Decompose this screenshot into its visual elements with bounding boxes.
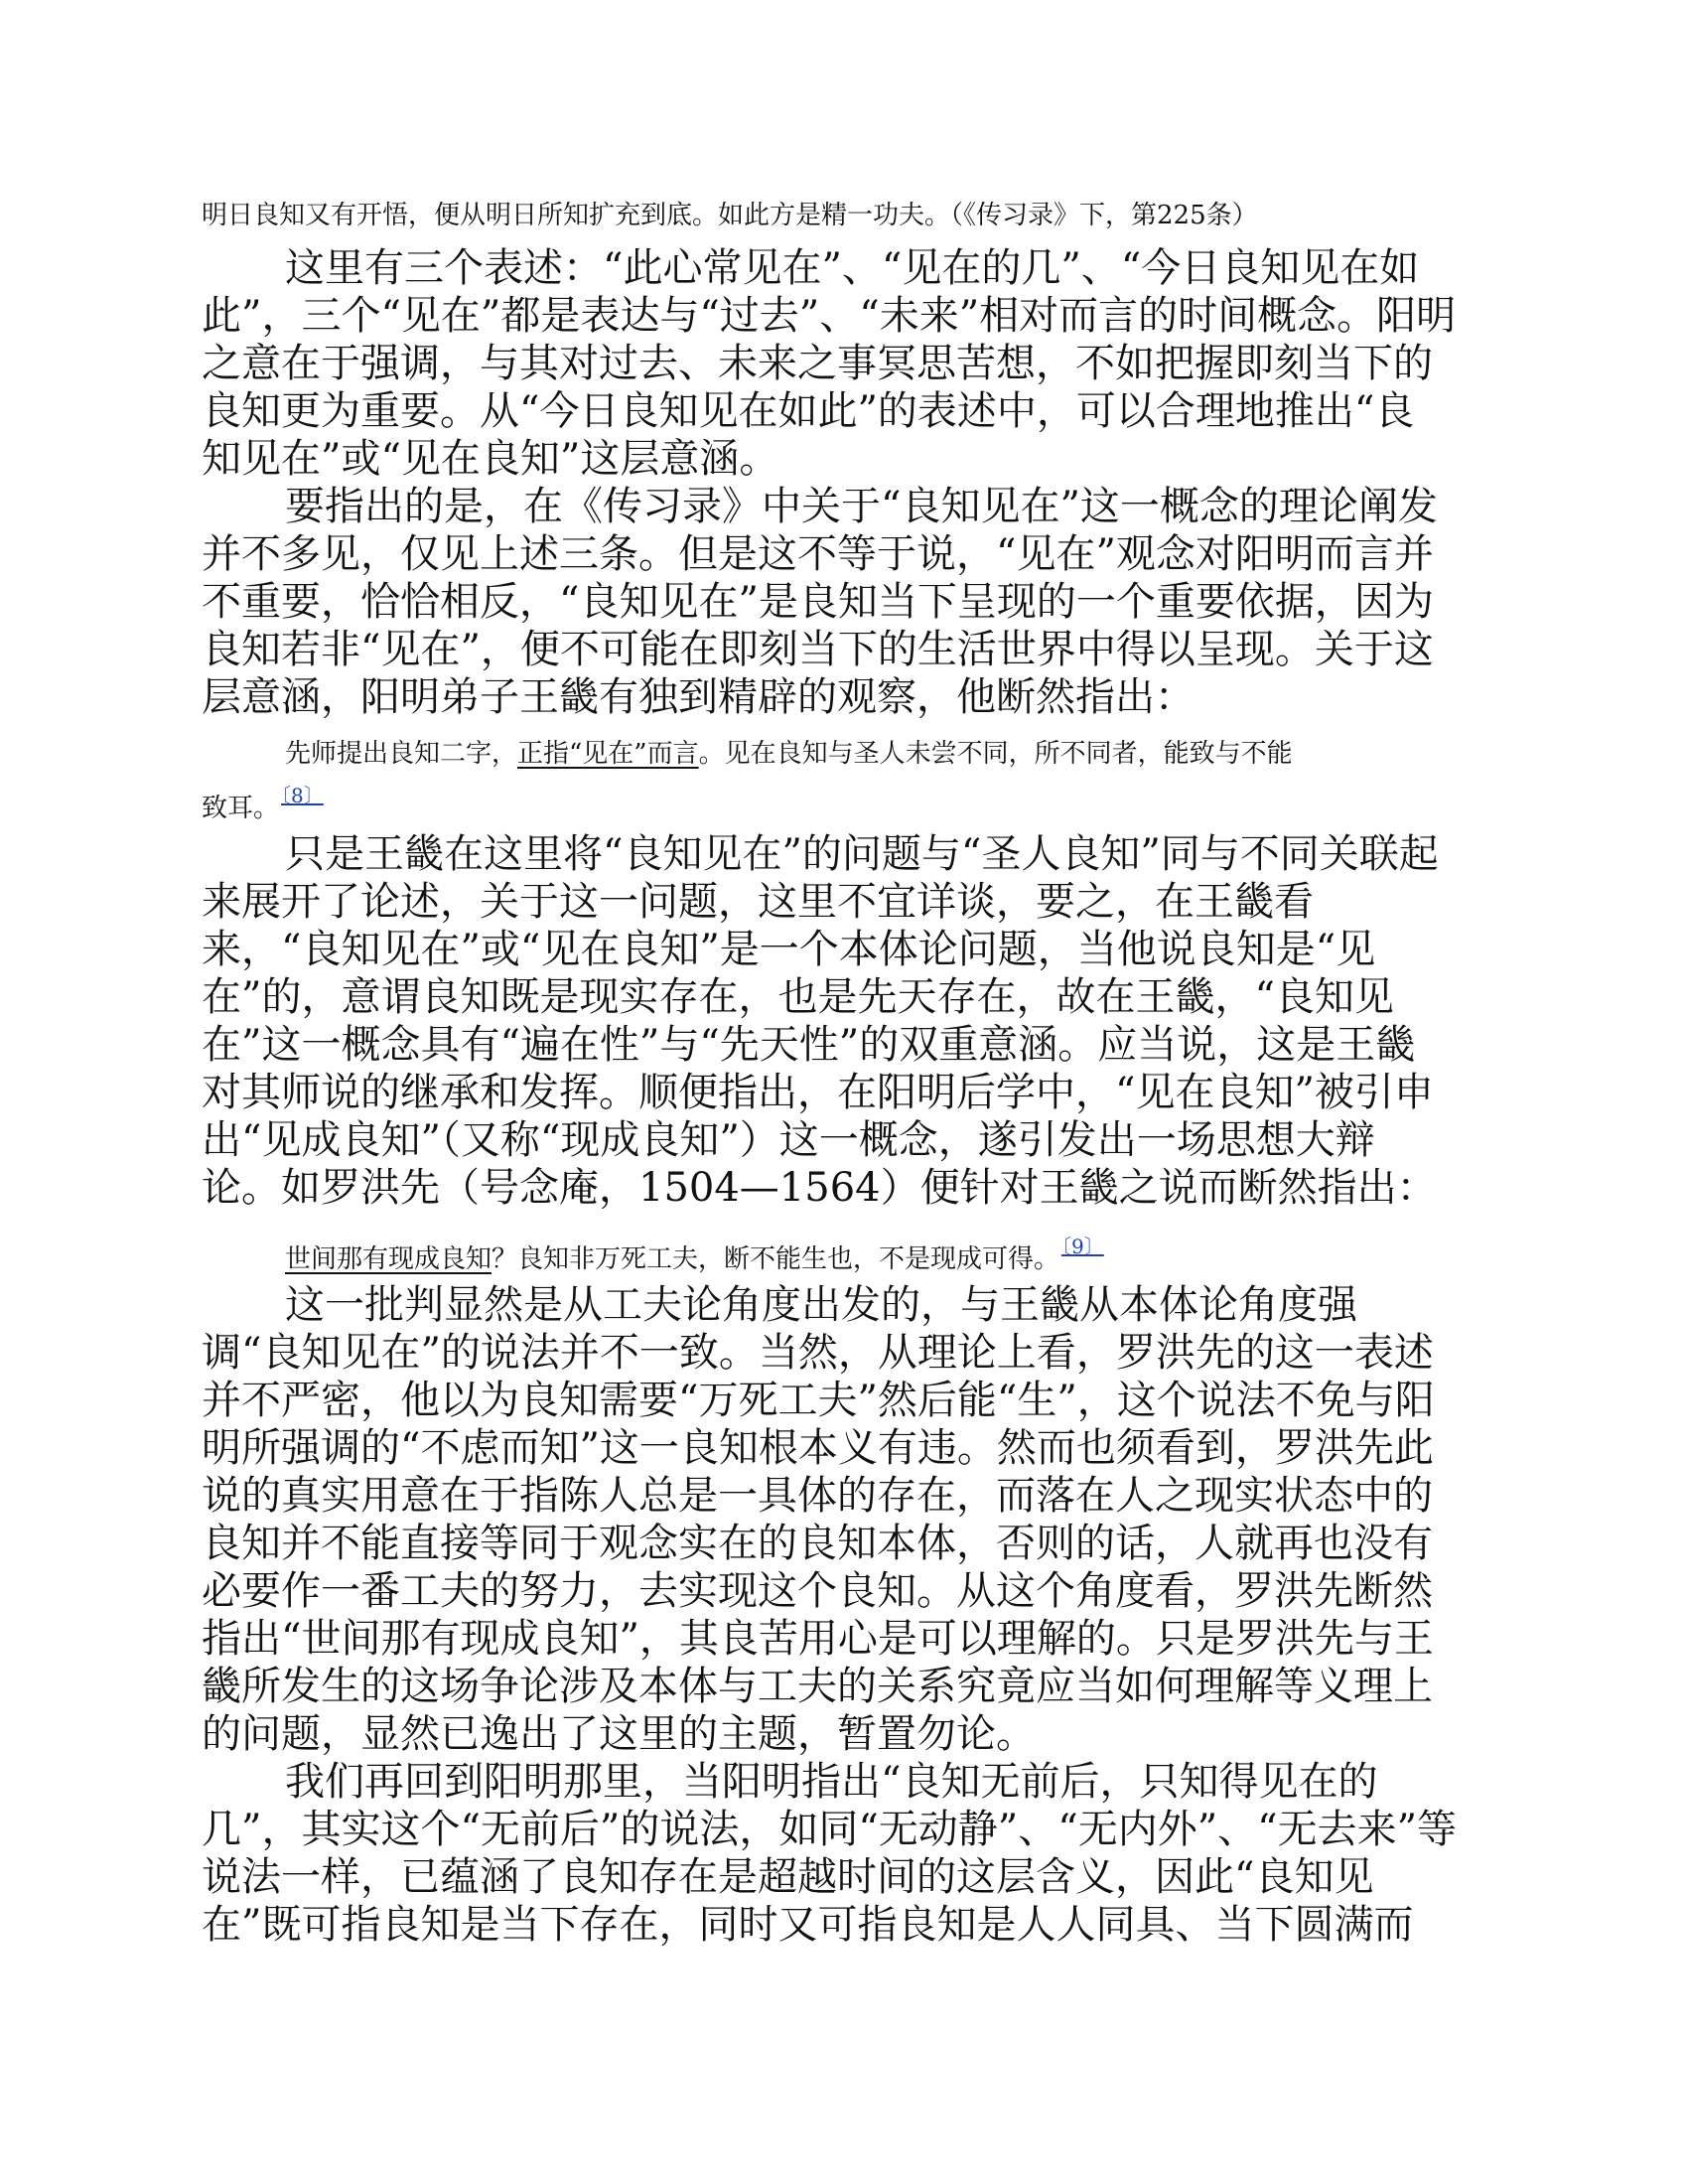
paragraph-line: 指出“世间那有现成良知”，其良苦用心是可以理解的。只是罗洪先与王 <box>202 1616 1434 1662</box>
paragraph-line: 层意涵，阳明弟子王畿有独到精辟的观察，他断然指出： <box>202 674 1195 720</box>
paragraph-line: 之意在于强调，与其对过去、未来之事冥思苦想，不如把握即刻当下的 <box>202 341 1433 386</box>
paragraph-line: 在”既可指良知是当下存在，同时又可指良知是人人同具、当下圆满而 <box>202 1902 1414 1948</box>
quote-line <box>285 737 1293 771</box>
quote-line <box>285 1230 1104 1276</box>
paragraph-line: 几”，其实这个“无前后”的说法，如同“无动静”、“无内外”、“无去来”等 <box>202 1807 1458 1852</box>
paragraph-line: 论。如罗洪先（号念庵，1504—1564）便针对王畿之说而断然指出： <box>202 1165 1437 1211</box>
paragraph-line: 来展开了论述，关于这一问题，这里不宜详谈，要之，在王畿看 <box>202 879 1314 925</box>
quote-text: ？良知非万死工夫，断不能生也，不是现成可得。 <box>492 1244 1060 1274</box>
quote-text: 。见在良知与圣人未尝不同，所不同者，能致与不能 <box>698 739 1293 769</box>
paragraph-line: 此”，三个“见在”都是表达与“过去”、“未来”相对而言的时间概念。阳明 <box>202 293 1457 339</box>
paragraph-line: 我们再回到阳明那里，当阳明指出“良知无前后，只知得见在的 <box>285 1759 1378 1805</box>
paragraph-line: 明所强调的“不虑而知”这一良知根本义有违。然而也须看到，罗洪先此 <box>202 1425 1434 1471</box>
paragraph-line: 说的真实用意在于指陈人总是一具体的存在，而落在人之现实状态中的 <box>202 1473 1433 1519</box>
footnote-link[interactable]: 〔8〕 <box>281 784 324 807</box>
paragraph-line: 并不严密，他以为良知需要“万死工夫”然后能“生”，这个说法不免与阳 <box>202 1378 1435 1423</box>
paragraph-line: 并不多见，仅见上述三条。但是这不等于说，“见在”观念对阳明而言并 <box>202 531 1434 577</box>
paragraph-line: 调“良知见在”的说法并不一致。当然，从理论上看，罗洪先的这一表述 <box>202 1330 1434 1376</box>
paragraph-line: 的问题，显然已逸出了这里的主题，暂置勿论。 <box>202 1711 1036 1757</box>
paragraph-line: 这一批判显然是从工夫论角度出发的，与王畿从本体论角度强 <box>285 1282 1357 1328</box>
paragraph-line: 必要作一番工夫的努力，去实现这个良知。从这个角度看，罗洪先断然 <box>202 1568 1433 1614</box>
quote-line <box>202 779 324 825</box>
paragraph-line: 良知并不能直接等同于观念实在的良知本体，否则的话，人就再也没有 <box>202 1521 1433 1566</box>
paragraph-line: 良知更为重要。从“今日良知见在如此”的表述中，可以合理地推出“良 <box>202 388 1415 434</box>
paragraph-line: 说法一样，已蕴涵了良知存在是超越时间的这层含义，因此“良知见 <box>202 1854 1374 1900</box>
paragraph-line: 对其师说的继承和发挥。顺便指出，在阳明后学中，“见在良知”被引申 <box>202 1070 1434 1115</box>
paragraph-line: 在”的，意谓良知既是现实存在，也是先天存在，故在王畿，“良知见 <box>202 974 1394 1020</box>
paragraph-line: 只是王畿在这里将“良知见在”的问题与“圣人良知”同与不同关联起 <box>285 831 1439 877</box>
paragraph-line: 良知若非“见在”，便不可能在即刻当下的生活世界中得以呈现。关于这 <box>202 627 1434 672</box>
quote-underlined-text: 世间那有现成良知 <box>285 1244 492 1274</box>
quote-text: 致耳。 <box>202 794 280 823</box>
paragraph-line: 在”这一概念具有“遍在性”与“先天性”的双重意涵。应当说，这是王畿 <box>202 1022 1416 1068</box>
paragraph-line: 要指出的是，在《传习录》中关于“良知见在”这一概念的理论阐发 <box>285 484 1438 529</box>
quote-underlined-text: 正指“见在”而言 <box>517 739 699 769</box>
top-quote-line: 明日良知又有开悟，便从明日所知扩充到底。如此方是精一功夫。（《传习录》下，第225条） <box>202 201 1258 230</box>
paragraph-line: 出“见成良知”（又称“现成良知”）这一概念，遂引发出一场思想大辩 <box>202 1117 1375 1163</box>
quote-text: 先师提出良知二字， <box>285 739 518 769</box>
paragraph-line: 来，“良知见在”或“见在良知”是一个本体论问题，当他说良知是“见 <box>202 927 1376 972</box>
paragraph-line: 不重要，恰恰相反，“良知见在”是良知当下呈现的一个重要依据，因为 <box>202 579 1434 625</box>
footnote-link[interactable]: 〔9〕 <box>1061 1235 1104 1258</box>
paragraph-line: 畿所发生的这场争论涉及本体与工夫的关系究竟应当如何理解等义理上 <box>202 1664 1433 1709</box>
paragraph-line: 这里有三个表述：“此心常见在”、“见在的几”、“今日良知见在如 <box>285 245 1420 291</box>
paragraph-line: 知见在”或“见在良知”这层意涵。 <box>202 436 779 482</box>
